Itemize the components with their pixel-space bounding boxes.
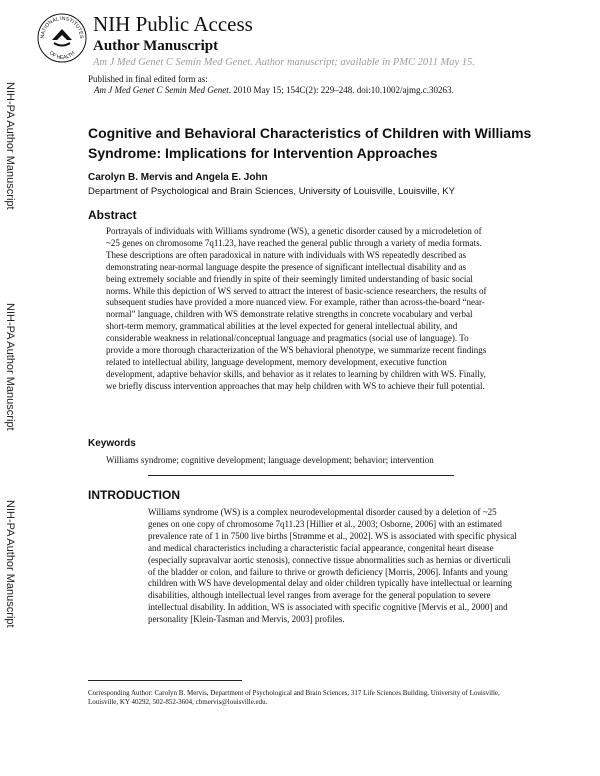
author-manuscript-label: Author Manuscript [93, 38, 219, 54]
article-affiliation: Department of Psychological and Brain Sciences, University of Louisville, Louisville, KY [88, 186, 455, 197]
article-title: Cognitive and Behavioral Characteristics of Children with Williams Syndrome: Implications for Intervention Approaches [88, 125, 532, 161]
sidebar-label-top: NIH-PA Author Manuscript [4, 82, 16, 210]
nih-seal-logo [36, 12, 88, 64]
published-label: Published in final edited form as: [88, 74, 208, 84]
citation-details: . 2010 May 15; 154C(2): 229–248. doi:10.1002/ajmg.c.30263. [228, 85, 454, 95]
introduction-text: Williams syndrome (WS) is a complex neurodevelopmental disorder caused by a deletion of ~25 genes on one copy of chromosome 7q11.23 [Hillier et al., 2003; Osborne, 2006] with an estimated prevalence rate of 1 in 7500 live births [Strømme et al., 2002]. WS is associated with specific physical and medical characteristics including a characteristic facial appearance, congenital heart disease (especially supravalvar aortic stenosis), connective tissue abnormalities such as hernias or diverticuli of the bladder or colon, and failure to thrive or growth deficiency [Morris, 2006]. Infants and young children with WS have developmental delay and older children typically have intellectual or learning disabilities, although intellectual level ranges from average for the general population to severe intellectual disability. In addition, WS is associated with specific cognitive [Mervis et al., 2000] and personality [Klein-Tasman and Mervis, 2003] profiles. [148, 507, 517, 625]
journal-availability-line: Am J Med Genet C Semin Med Genet. Author manuscript; available in PMC 2011 May 15. [93, 57, 475, 68]
svg-text:NATIONAL INSTITUTES: NATIONAL INSTITUTES [39, 15, 85, 39]
keywords-heading: Keywords [88, 438, 136, 449]
sidebar-label-middle: NIH-PA Author Manuscript [4, 303, 16, 431]
citation-journal: Am J Med Genet C Semin Med Genet [94, 85, 229, 95]
keywords-text: Williams syndrome; cognitive development; language development; behavior; intervention [106, 455, 434, 465]
abstract-text: Portrayals of individuals with Williams syndrome (WS), a genetic disorder caused by a microdeletion of ~25 genes on chromosome 7q11.23, have reached the general public through a variety of media formats. These descriptions are often paradoxical in nature with individuals with WS repeatedly described as demonstrating near-normal language despite the presence of significant intellectual disability and as being extremely sociable and friendly in spite of their seemingly limited understanding of basic social norms. While this depiction of WS served to attract the interest of basic-science researchers, the results of subsequent studies have provided a more nuanced view. For example, rather than across-the-board “near-normal” language, children with WS demonstrate relative strengths in concrete vocabulary and verbal short-term memory, grammatical abilities at the level expected for general intellectual ability, and considerable weakness in relational/conceptual language and pragmatics (social use of language). To provide a more thorough characterization of the WS behavioral phenotype, we summarize recent findings related to intellectual ability, language development, memory development, executive function development, adaptive behavior skills, and behavior as it relates to learning by children with WS. Finally, we briefly discuss intervention approaches that may help children with WS to achieve their full potential. [106, 226, 487, 391]
citation [88, 85, 454, 96]
footnote-divider [88, 680, 242, 681]
corresponding-author-footnote: Corresponding Author: Carolyn B. Mervis, Department of Psychological and Brain Sciences, 317 Life Sciences Building, University of Louisville, Louisville, KY 40292, 502-852-3604, cbmervis@louisville.edu. [88, 689, 500, 706]
article-authors: Carolyn B. Mervis and Angela E. John [88, 172, 268, 183]
svg-text:OF HEALTH: OF HEALTH [47, 50, 77, 62]
introduction-heading: INTRODUCTION [88, 488, 180, 502]
section-divider [148, 475, 454, 476]
nih-public-access-title: NIH Public Access [93, 12, 253, 36]
sidebar-label-bottom: NIH-PA Author Manuscript [4, 500, 16, 628]
abstract-heading: Abstract [88, 208, 137, 222]
published-in-block [88, 74, 454, 96]
